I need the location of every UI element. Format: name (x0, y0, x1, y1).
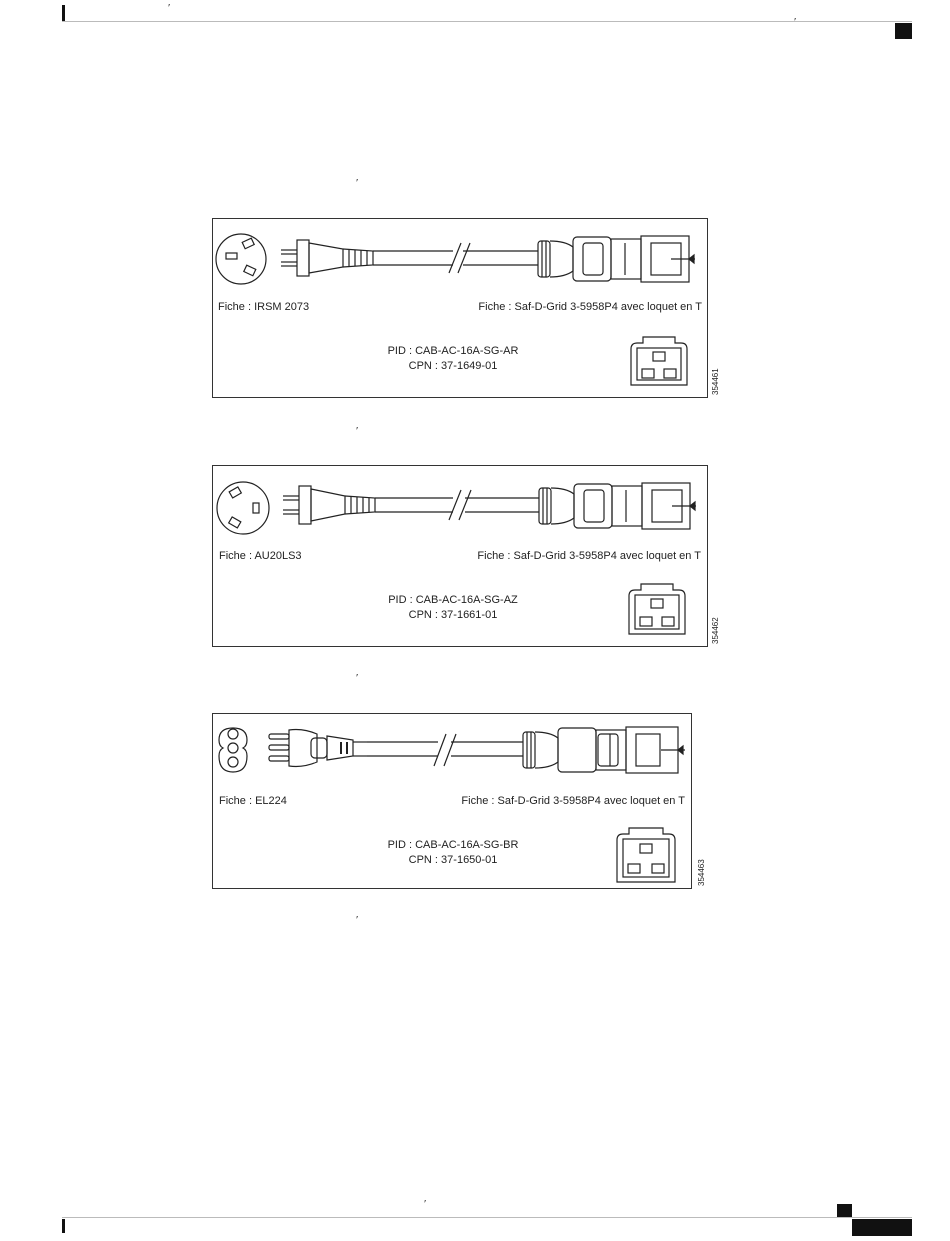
pid-label: PID : CAB-AC-16A-SG-AZ (388, 594, 518, 606)
caption-mark: ′ (356, 425, 359, 437)
power-cord-figure-br (212, 713, 706, 889)
plug-body (283, 486, 375, 524)
plug-label: Fiche : EL224 (219, 795, 287, 807)
connector-label: Fiche : Saf-D-Grid 3-5958P4 avec loquet en T (478, 301, 702, 313)
brazil-plug-icon (219, 728, 247, 772)
cord-line (367, 734, 523, 766)
socket-face-icon (629, 584, 685, 634)
footer-square (837, 1204, 852, 1217)
caption-mark: ′ (356, 177, 359, 189)
footer-page-tab (852, 1219, 912, 1236)
saf-d-grid-connector (539, 483, 696, 529)
header-left-bar (62, 5, 65, 21)
cord-line (373, 243, 538, 273)
footer-mark: ′ (424, 1198, 427, 1210)
saf-d-grid-connector (538, 236, 695, 282)
socket-face-icon (631, 337, 687, 385)
plug-label: Fiche : AU20LS3 (219, 550, 302, 562)
plug-body (281, 240, 373, 276)
caption-mark: ′ (356, 914, 359, 926)
connector-label: Fiche : Saf-D-Grid 3-5958P4 avec loquet en T (477, 550, 701, 562)
pid-label: PID : CAB-AC-16A-SG-AR (387, 345, 519, 357)
power-cord-figure-az (212, 465, 720, 647)
footer-left-bar (62, 1219, 65, 1233)
cpn-label: CPN : 37-1649-01 (408, 360, 498, 372)
figure-id: 354461 (711, 368, 720, 395)
saf-d-grid-connector (523, 727, 685, 773)
figure-id: 354462 (711, 617, 720, 644)
power-cord-figure-ar (212, 218, 720, 398)
cord-line (375, 490, 539, 520)
plug-body (269, 730, 367, 767)
header-corner-block (895, 23, 912, 39)
header-mark: ′ (794, 16, 797, 28)
header-rule (62, 21, 912, 22)
cpn-label: CPN : 37-1650-01 (408, 854, 498, 866)
australia-plug-icon (217, 482, 269, 534)
header-mark: ′ (168, 2, 171, 14)
footer-rule (62, 1217, 912, 1218)
caption-mark: ′ (356, 672, 359, 684)
socket-face-icon (617, 828, 675, 882)
cpn-label: CPN : 37-1661-01 (408, 609, 498, 621)
pid-label: PID : CAB-AC-16A-SG-BR (387, 839, 519, 851)
argentina-plug-icon (216, 234, 266, 284)
plug-label: Fiche : IRSM 2073 (218, 301, 310, 313)
figure-id: 354463 (697, 859, 706, 886)
connector-label: Fiche : Saf-D-Grid 3-5958P4 avec loquet en T (461, 795, 685, 807)
